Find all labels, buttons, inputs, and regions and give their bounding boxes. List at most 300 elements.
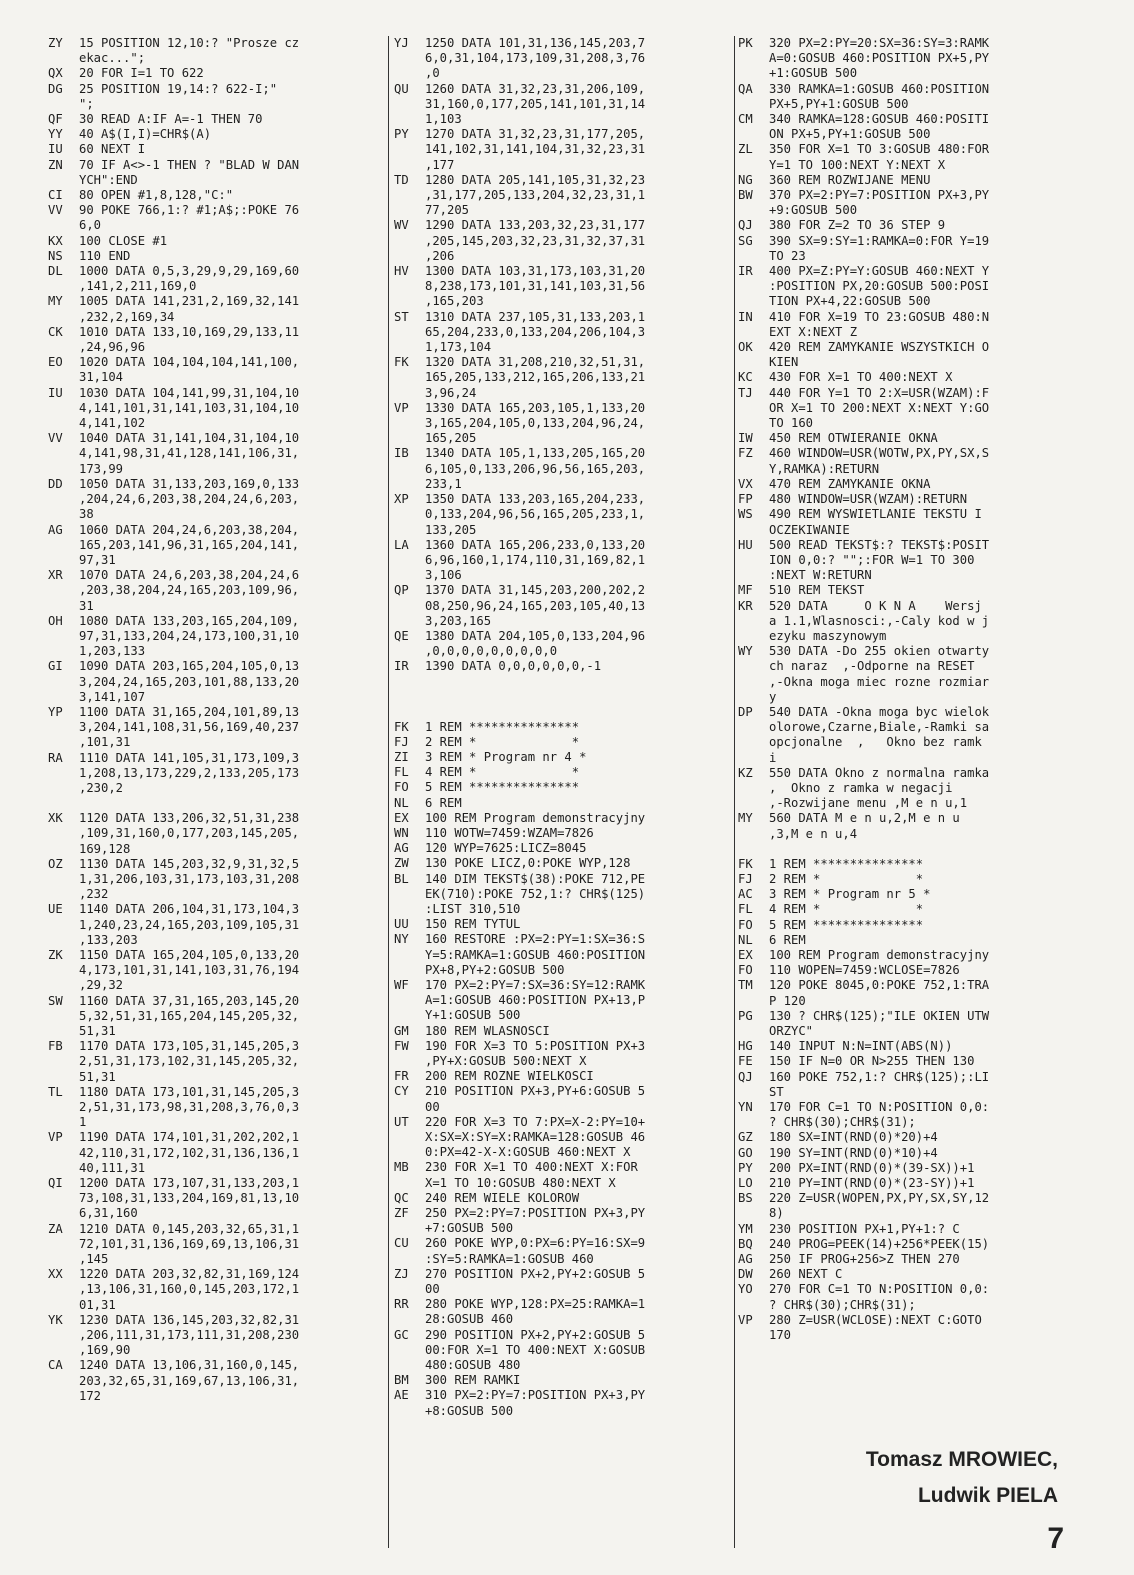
code-text: ION 0,0:? "";:FOR W=1 TO 300 [769, 552, 975, 567]
checksum-code [48, 218, 79, 233]
code-text: ,177 [425, 157, 455, 172]
checksum-code: DW [738, 1267, 753, 1282]
code-text: ,24,96,96 [79, 340, 146, 355]
code-line [394, 203, 734, 218]
code-text: 160 RESTORE :PX=2:PY=1:SX=36:S [425, 932, 646, 947]
checksum-code [738, 416, 769, 431]
code-text: 430 FOR X=1 TO 400:NEXT X [769, 370, 953, 385]
code-text: 173,99 [79, 461, 124, 476]
code-line [394, 340, 734, 355]
checksum-code: FO [738, 917, 753, 932]
code-line [394, 1069, 734, 1084]
code-text: 6,31,160 [79, 1206, 138, 1221]
checksum-code [394, 690, 425, 705]
checksum-code [48, 553, 79, 568]
code-text: TO 160 [769, 416, 814, 431]
code-line [738, 310, 1073, 325]
checksum-code: TM [738, 978, 753, 993]
checksum-code: QI [48, 1176, 63, 1191]
code-line [738, 918, 1073, 933]
code-line [394, 1145, 734, 1160]
checksum-code: FK [394, 355, 409, 370]
checksum-code: BS [738, 1191, 753, 1206]
code-line [394, 173, 734, 188]
code-line [48, 203, 383, 218]
checksum-code [394, 158, 425, 173]
checksum-code [394, 370, 425, 385]
code-line [394, 82, 734, 97]
code-line [738, 1100, 1073, 1115]
code-line [394, 841, 734, 856]
code-text: PX+5,PY+1:GOSUB 500 [769, 96, 909, 111]
code-text: 4,141,101,31,141,103,31,104,10 [79, 400, 300, 415]
checksum-code [394, 431, 425, 446]
code-line [394, 1206, 734, 1221]
code-line [48, 431, 383, 446]
checksum-code [48, 963, 79, 978]
code-line [738, 1070, 1073, 1085]
code-text: 4 REM * * [769, 902, 924, 917]
code-line [738, 933, 1073, 948]
listing-column-1 [48, 36, 383, 1404]
code-text: 170 PX=2:PY=7:SX=36:SY=12:RAMK [425, 977, 646, 992]
code-line [738, 887, 1073, 902]
code-text: 1,103 [425, 112, 462, 127]
code-text: 150 IF N=0 OR N>255 THEN 130 [769, 1054, 975, 1069]
code-line [394, 856, 734, 871]
code-text: EK(710):POKE 752,1:? CHR$(125) [425, 886, 646, 901]
code-text: ,29,32 [79, 978, 124, 993]
code-text: ,0 [425, 66, 440, 81]
code-line [394, 158, 734, 173]
checksum-code: FJ [394, 734, 409, 749]
checksum-code [48, 1343, 79, 1358]
code-line [48, 1054, 383, 1069]
code-line [394, 826, 734, 841]
code-text: 1040 DATA 31,141,104,31,104,10 [79, 431, 300, 446]
code-line [394, 97, 734, 112]
code-text: 100 REM Program demonstracyjny [769, 947, 990, 962]
checksum-code [48, 629, 79, 644]
checksum-code: YP [48, 704, 63, 719]
checksum-code: ST [394, 309, 409, 324]
checksum-code: FL [738, 902, 753, 917]
code-text: 100 CLOSE #1 [79, 233, 168, 248]
code-line [48, 644, 383, 659]
code-line [48, 142, 383, 157]
checksum-code [394, 340, 425, 355]
code-text: 210 PY=INT(RND(0)*(23-SY))+1 [769, 1176, 975, 1191]
code-text: +8:GOSUB 500 [425, 1403, 514, 1418]
code-line [394, 523, 734, 538]
code-text: 280 Z=USR(WCLOSE):NEXT C:GOTO [769, 1312, 982, 1327]
code-line [738, 446, 1073, 461]
code-text: ,3,M e n u,4 [769, 826, 858, 841]
checksum-code [394, 477, 425, 492]
code-line [48, 1176, 383, 1191]
code-line [48, 294, 383, 309]
code-line [48, 416, 383, 431]
code-line [394, 1267, 734, 1282]
checksum-code [394, 1054, 425, 1069]
checksum-code [738, 751, 769, 766]
checksum-code: GC [394, 1327, 409, 1342]
code-line [48, 1024, 383, 1039]
code-line [48, 614, 383, 629]
checksum-code: SG [738, 233, 753, 248]
checksum-code [48, 1206, 79, 1221]
code-line [738, 1024, 1073, 1039]
checksum-code: CK [48, 324, 63, 339]
code-text: 290 POSITION PX+2,PY+2:GOSUB 5 [425, 1327, 646, 1342]
checksum-code [48, 1161, 79, 1176]
code-text: ? CHR$(30);CHR$(31); [769, 1115, 916, 1130]
code-line [394, 765, 734, 780]
code-line [738, 1313, 1073, 1328]
checksum-code [738, 51, 769, 66]
code-line [738, 751, 1073, 766]
code-line [48, 340, 383, 355]
code-line [738, 1206, 1073, 1221]
code-text: 0:PX=42-X-X:GOSUB 460:NEXT X [425, 1145, 631, 1160]
code-text: 15 POSITION 12,10:? "Prosze cz [79, 36, 300, 50]
code-line [394, 66, 734, 81]
code-line [394, 1297, 734, 1312]
column-divider [734, 36, 735, 1548]
code-line [48, 446, 383, 461]
checksum-code: FZ [738, 446, 753, 461]
code-text: A=0:GOSUB 460:POSITION PX+5,PY [769, 51, 990, 66]
checksum-code [394, 249, 425, 264]
code-text: 520 DATA O K N A Wersj [769, 598, 982, 613]
checksum-code [394, 203, 425, 218]
checksum-code [48, 416, 79, 431]
code-text: 65,204,233,0,133,204,206,104,3 [425, 324, 646, 339]
checksum-code [48, 507, 79, 522]
checksum-code: BL [394, 871, 409, 886]
checksum-code: SW [48, 993, 63, 1008]
checksum-code: IB [394, 446, 409, 461]
code-line [738, 583, 1073, 598]
checksum-code [48, 370, 79, 385]
checksum-code: XR [48, 568, 63, 583]
code-line [394, 1008, 734, 1023]
checksum-code: EX [394, 810, 409, 825]
code-line [394, 705, 734, 720]
checksum-code [394, 1008, 425, 1023]
code-line [738, 599, 1073, 614]
code-text: 140 INPUT N:N=INT(ABS(N)) [769, 1039, 953, 1054]
code-line [48, 401, 383, 416]
code-text: 560 DATA M e n u,2,M e n u [769, 811, 960, 826]
checksum-code: GO [738, 1145, 753, 1160]
checksum-code: PK [738, 36, 753, 50]
code-text: 1260 DATA 31,32,23,31,206,109, [425, 81, 646, 96]
checksum-code: GM [394, 1023, 409, 1038]
code-line [394, 1221, 734, 1236]
code-text: 220 Z=USR(WOPEN,PX,PY,SX,SY,12 [769, 1191, 990, 1206]
code-text: 170 [769, 1328, 792, 1343]
checksum-code: FO [394, 780, 409, 795]
checksum-code: FJ [738, 871, 753, 886]
code-line [48, 523, 383, 538]
code-text: 1 REM *************** [769, 856, 924, 871]
code-text: 1030 DATA 104,141,99,31,104,10 [79, 385, 300, 400]
code-text: 3,204,141,108,31,56,169,40,237 [79, 720, 300, 735]
checksum-code [738, 1024, 769, 1039]
checksum-code: MB [394, 1160, 409, 1175]
code-line [738, 507, 1073, 522]
checksum-code [394, 188, 425, 203]
code-text: "; [79, 96, 94, 111]
code-line [394, 1343, 734, 1358]
code-line [738, 766, 1073, 781]
code-text: 1360 DATA 165,206,233,0,133,20 [425, 537, 646, 552]
checksum-code [48, 492, 79, 507]
code-line [394, 1358, 734, 1373]
checksum-code [48, 781, 79, 796]
checksum-code [394, 1176, 425, 1191]
code-text: 130 ? CHR$(125);"ILE OKIEN UTW [769, 1008, 990, 1023]
checksum-code [738, 675, 769, 690]
checksum-code: WF [394, 977, 409, 992]
code-text: 6 REM [769, 932, 806, 947]
checksum-code [48, 766, 79, 781]
code-text: 140 DIM TEKST$(38):POKE 712,PE [425, 871, 646, 886]
checksum-code: BQ [738, 1236, 753, 1251]
checksum-code: RA [48, 750, 63, 765]
code-line [48, 1070, 383, 1085]
code-text: 110 WOTW=7459:WZAM=7826 [425, 825, 594, 840]
code-text: 77,205 [425, 203, 470, 218]
code-line [394, 1404, 734, 1419]
checksum-code [394, 599, 425, 614]
checksum-code [48, 675, 79, 690]
code-text: 1000 DATA 0,5,3,29,9,29,169,60 [79, 264, 300, 279]
checksum-code: VP [394, 400, 409, 415]
code-text: 230 POSITION PX+1,PY+1:? C [769, 1221, 960, 1236]
code-text: 1210 DATA 0,145,203,32,65,31,1 [79, 1221, 300, 1236]
code-line [394, 1054, 734, 1069]
code-text: ,206,111,31,173,111,31,208,230 [79, 1328, 300, 1343]
checksum-code [738, 325, 769, 340]
checksum-code [394, 1358, 425, 1373]
code-line [394, 629, 734, 644]
code-line [738, 279, 1073, 294]
code-line [394, 507, 734, 522]
code-line [394, 948, 734, 963]
code-line [394, 264, 734, 279]
checksum-code: YJ [394, 36, 409, 50]
code-line [738, 158, 1073, 173]
checksum-code [394, 963, 425, 978]
code-line [738, 659, 1073, 674]
checksum-code [738, 720, 769, 735]
checksum-code: NS [48, 248, 63, 263]
code-line [394, 780, 734, 795]
code-text: 160 POKE 752,1:? CHR$(125);:LI [769, 1069, 990, 1084]
code-line [48, 234, 383, 249]
checksum-code: CI [48, 188, 63, 203]
code-line [738, 1130, 1073, 1145]
code-text: i [769, 750, 777, 765]
code-line [394, 978, 734, 993]
code-text: 90 POKE 766,1:? #1;A$;:POKE 76 [79, 203, 300, 218]
code-line [394, 1084, 734, 1099]
code-line [48, 1130, 383, 1145]
checksum-code: VP [48, 1130, 63, 1145]
code-line [48, 51, 383, 66]
code-line [48, 462, 383, 477]
code-line [738, 948, 1073, 963]
checksum-code [48, 1298, 79, 1313]
checksum-code [738, 523, 769, 538]
code-text: 1 REM *************** [425, 719, 580, 734]
code-line [738, 66, 1073, 81]
code-text: 450 REM OTWIERANIE OKNA [769, 431, 938, 446]
code-line [394, 675, 734, 690]
code-text: ekac..."; [79, 51, 146, 66]
checksum-code [48, 1389, 79, 1404]
code-line [738, 370, 1073, 385]
code-line [738, 1161, 1073, 1176]
code-text: 31 [79, 598, 94, 613]
checksum-code [394, 1343, 425, 1358]
checksum-code [738, 355, 769, 370]
code-text: TO 23 [769, 248, 806, 263]
code-text: ,205,145,203,32,23,31,32,37,31 [425, 233, 646, 248]
code-text: 480 WINDOW=USR(WZAM):RETURN [769, 492, 968, 507]
checksum-code [48, 887, 79, 902]
checksum-code [48, 1146, 79, 1161]
checksum-code [394, 51, 425, 66]
checksum-code: ZW [394, 856, 409, 871]
checksum-code [394, 1221, 425, 1236]
code-line [738, 1085, 1073, 1100]
checksum-code: BW [738, 188, 753, 203]
code-line [48, 1328, 383, 1343]
code-line [48, 872, 383, 887]
checksum-code: PY [738, 1160, 753, 1175]
code-text: ezyku maszynowym [769, 628, 887, 643]
code-line [738, 97, 1073, 112]
code-text: 5 REM *************** [769, 917, 924, 932]
code-text: OCZEKIWANIE [769, 522, 850, 537]
code-text: 08,250,96,24,165,203,105,40,13 [425, 598, 646, 613]
code-line [738, 142, 1073, 157]
checksum-code: IR [394, 659, 409, 674]
checksum-code [394, 644, 425, 659]
checksum-code [738, 659, 769, 674]
checksum-code: CU [394, 1236, 409, 1251]
checksum-code: GI [48, 659, 63, 674]
code-line [394, 401, 734, 416]
checksum-code: CY [394, 1084, 409, 1099]
code-text: 420 REM ZAMYKANIE WSZYSTKICH O [769, 340, 990, 355]
code-line [48, 66, 383, 81]
checksum-code [394, 416, 425, 431]
code-line [738, 523, 1073, 538]
checksum-code: KC [738, 370, 753, 385]
code-line [738, 1237, 1073, 1252]
checksum-code: WN [394, 825, 409, 840]
checksum-code: CA [48, 1358, 63, 1373]
code-line [394, 614, 734, 629]
checksum-code: KR [738, 598, 753, 613]
checksum-code [48, 173, 79, 188]
code-line [394, 902, 734, 917]
checksum-code: NL [738, 932, 753, 947]
checksum-code [48, 1009, 79, 1024]
checksum-code: FL [394, 765, 409, 780]
code-text: 280 POKE WYP,128:PX=25:RAMKA=1 [425, 1297, 646, 1312]
code-text: 172 [79, 1388, 102, 1403]
checksum-code: AG [48, 522, 63, 537]
checksum-code [738, 629, 769, 644]
code-line [48, 781, 383, 796]
code-text: 1340 DATA 105,1,133,205,165,20 [425, 446, 646, 461]
code-text: Y=1 TO 100:NEXT Y:NEXT X [769, 157, 946, 172]
code-text: :SY=5:RAMKA=1:GOSUB 460 [425, 1251, 594, 1266]
code-text: ,109,31,160,0,177,203,145,205, [79, 826, 300, 841]
checksum-code: YK [48, 1312, 63, 1327]
checksum-code [738, 279, 769, 294]
checksum-code: DD [48, 476, 63, 491]
code-text: 1010 DATA 133,10,169,29,133,11 [79, 324, 300, 339]
code-line [738, 112, 1073, 127]
code-text: 5 REM *************** [425, 780, 580, 795]
checksum-code: NG [738, 172, 753, 187]
checksum-code [48, 446, 79, 461]
code-text: 6,0,31,104,173,109,31,208,3,76 [425, 51, 646, 66]
code-line [48, 751, 383, 766]
checksum-code [394, 279, 425, 294]
checksum-code: YM [738, 1221, 753, 1236]
code-line [394, 1160, 734, 1175]
code-line [738, 614, 1073, 629]
code-line [738, 294, 1073, 309]
code-text: 1270 DATA 31,32,23,31,177,205, [425, 127, 646, 142]
code-line [48, 1298, 383, 1313]
code-line [48, 933, 383, 948]
code-line [738, 203, 1073, 218]
code-text: 165,203,141,96,31,165,204,141, [79, 537, 300, 552]
code-line [48, 1374, 383, 1389]
code-text: opcjonalne , Okno bez ramk [769, 735, 982, 750]
checksum-code: FK [738, 856, 753, 871]
code-text: A=1:GOSUB 460:POSITION PX+13,P [425, 993, 646, 1008]
code-text: ,203,38,204,24,165,203,109,96, [79, 583, 300, 598]
code-text: 72,101,31,136,169,69,13,106,31 [79, 1236, 300, 1251]
code-text: 8,238,173,101,31,141,103,31,56 [425, 279, 646, 294]
code-text: ,31,177,205,133,204,32,23,31,1 [425, 188, 646, 203]
code-line [48, 1115, 383, 1130]
code-text: 1060 DATA 204,24,6,203,38,204, [79, 522, 300, 537]
code-text: +7:GOSUB 500 [425, 1221, 514, 1236]
code-text: 2 REM * * [769, 871, 924, 886]
checksum-code [738, 553, 769, 568]
checksum-code: AC [738, 887, 753, 902]
code-line [48, 568, 383, 583]
code-line [48, 264, 383, 279]
checksum-code [48, 918, 79, 933]
checksum-code: HG [738, 1039, 753, 1054]
code-line [738, 1267, 1073, 1282]
checksum-code [48, 1100, 79, 1115]
code-text: 180 SX=INT(RND(0)*20)+4 [769, 1130, 938, 1145]
code-text: 3,96,24 [425, 385, 477, 400]
code-text: 203,32,65,31,169,67,13,106,31, [79, 1373, 300, 1388]
